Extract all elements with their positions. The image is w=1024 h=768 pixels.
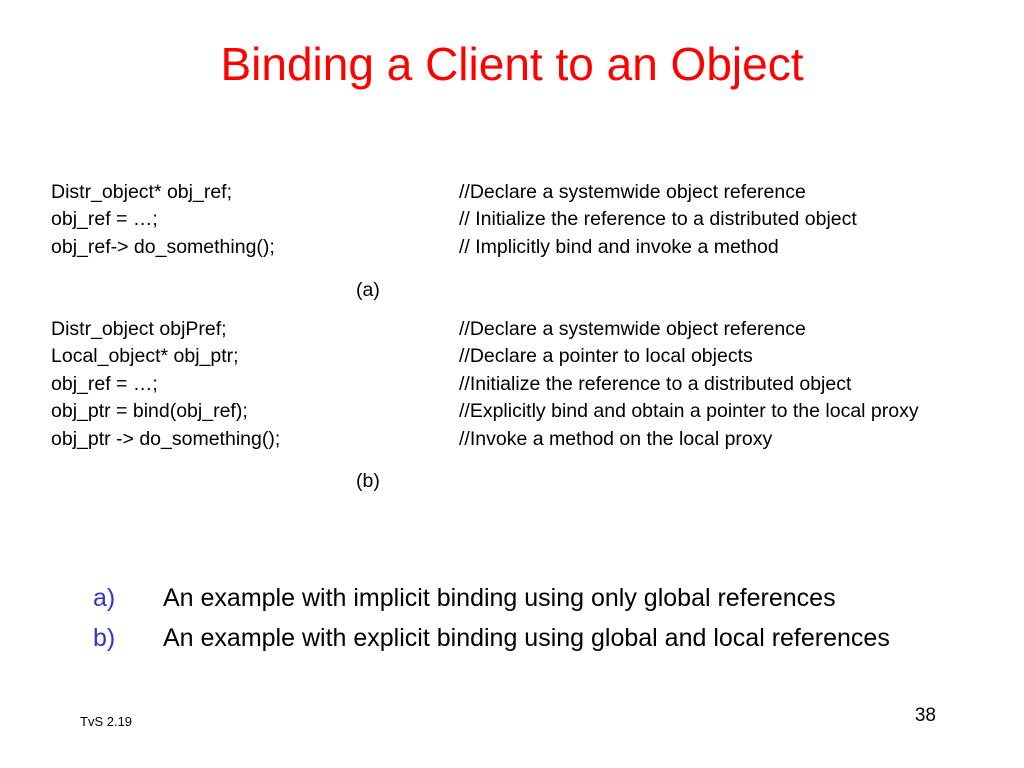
bullet-marker: a)	[93, 584, 116, 612]
code-line	[51, 371, 1021, 398]
code-statement: obj_ref = …;	[51, 372, 158, 395]
code-line	[51, 234, 1021, 261]
code-statement: obj_ptr = bind(obj_ref);	[51, 400, 248, 423]
bullet-text: An example with explicit binding using global and local references	[163, 624, 890, 652]
code-comment: //Declare a systemwide object reference	[459, 181, 806, 203]
code-statement: Distr_object objPref;	[51, 318, 227, 340]
bullet-text: An example with implicit binding using only global references	[163, 584, 836, 612]
bullet-item-a	[93, 580, 1013, 620]
code-comment: //Explicitly bind and obtain a pointer to the local proxy	[459, 400, 919, 423]
code-line	[51, 206, 1021, 233]
code-comment: // Initialize the reference to a distributed object	[459, 208, 857, 231]
code-comment: // Implicitly bind and invoke a method	[459, 235, 779, 258]
code-comment: //Invoke a method on the local proxy	[459, 427, 773, 450]
code-statement: obj_ref = …;	[51, 208, 158, 231]
code-statement: Local_object* obj_ptr;	[51, 345, 239, 368]
page-number: 38	[914, 705, 936, 726]
caption-a: (a)	[356, 279, 380, 301]
code-line	[51, 343, 1021, 370]
code-comment: //Declare a systemwide object reference	[459, 318, 806, 340]
code-comment: //Initialize the reference to a distributed object	[459, 372, 852, 395]
code-line	[51, 398, 1021, 425]
code-line	[51, 316, 1021, 343]
bullet-marker: b)	[93, 624, 116, 652]
code-line	[51, 179, 1021, 206]
code-statement: Distr_object* obj_ref;	[51, 181, 233, 203]
bullet-item-b	[93, 620, 1013, 660]
caption-b: (b)	[356, 470, 380, 492]
bullet-list	[93, 580, 1013, 660]
code-statement: obj_ref-> do_something();	[51, 235, 275, 258]
code-line	[51, 426, 1021, 453]
code-block-b	[51, 316, 1021, 453]
footer-label: TvS 2.19	[80, 714, 133, 729]
slide-title: Binding a Client to an Object	[220, 38, 804, 90]
code-block-a	[51, 179, 1021, 261]
code-statement: obj_ptr -> do_something();	[51, 427, 281, 450]
code-comment: //Declare a pointer to local objects	[459, 345, 753, 368]
